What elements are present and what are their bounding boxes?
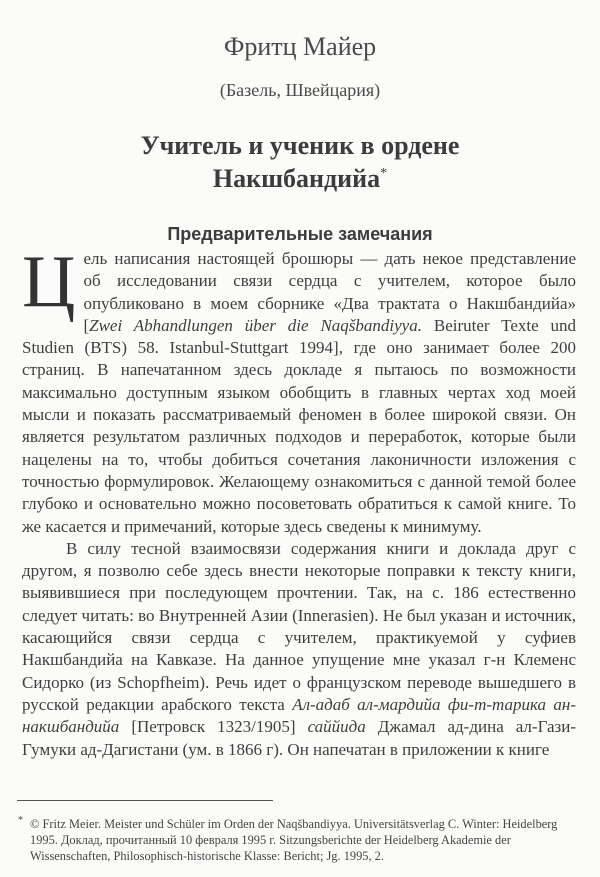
body-text: [22, 241, 577, 761]
paragraph-1: Цель написания настоящей брошюры — дать некое представление об исследовании связи сердца с учителем, которое было опубликовано в моем сборнике «Два трактата о Накшбандийа» [Zwei Abhandlungen über die Naqšbandiyya. Beiruter Texte und Studien (BTS) 58. Istanbul-Stuttgart 1994], где оно занимает более 200 страниц. В напечатанном здесь докладе я пытаюсь по возможности максимально доступным языком обобщить в главных чертах ход моей мысли и показать рассматриваемый феномен в более широкой связи. Он является результатом различных подходов и переработок, которые были нацелены на то, чтобы добиться сочетания лаконичности изложения с точностью формулировок. Желающему ознакомиться с данной темой более глубоко и основательно можно посоветовать обратиться к самой книге. То же касается и примечаний, которые здесь сведены к минимуму.: [22, 241, 577, 536]
footnote-text: © Fritz Meier. Meister und Schüler im Orden der Naqšbandiyya. Universitätsverlag C. Winter: Heidelberg 1995. Доклад, прочитанный 10 февраля 1995 г. Sitzungsberichte der Heidelberg Akademie der Wissenschaften, Philosophisch-historische Klasse: Bericht; Jg. 1995, 2.: [30, 817, 558, 864]
title-line-2: Накшбандийа: [212, 164, 381, 193]
author-name: Фритц Майер: [223, 32, 377, 61]
footnote-marker: *: [18, 815, 23, 826]
title-line-1: Учитель и ученик в ордене: [140, 131, 460, 160]
article-title: [0, 132, 600, 193]
italic-reference: Zwei Abhandlungen über die Naqšbandiyya.: [89, 315, 422, 335]
paragraph-2: В силу тесной взаимосвязи содержания книги и доклада друг с другом, я позволю себе здесь внести некоторые поправки к тексту книги, выявившиеся при последующем прочтении. Так, на с. 186 естественно следует читать: во Внутренней Азии (Innerasien). Не был указан и источник, касающийся связи сердца с учителем, практикуемой у суфиев Накшбандийа на Кавказе. На данное упущение мне указал г-н Клеменс Сидорко (из Schopfheim). Речь идет о французском переводе вышедшего в русской редакции арабского текста Ал-адаб ал-мардийа фи-т-тарика ан-накшбандийа [Петровск 1323/1905] саййида Джамал ад-дина ал-Гази-Гумуки ад-Дагистани (ум. в 1866 г). Он напечатан в приложении к книге: [22, 538, 577, 759]
author-affiliation: (Базель, Швейцария): [219, 80, 381, 100]
footnote-reference[interactable]: *: [380, 166, 388, 181]
drop-cap: Ц: [22, 241, 76, 323]
footnote-divider: [17, 800, 273, 801]
section-heading: Предварительные замечания: [167, 224, 433, 244]
italic-title: Ал-адаб ал-мардийа фи-т-тарика ан-накшбандийа: [22, 694, 577, 737]
italic-word: саййида: [307, 717, 366, 737]
footnote: [18, 816, 588, 865]
